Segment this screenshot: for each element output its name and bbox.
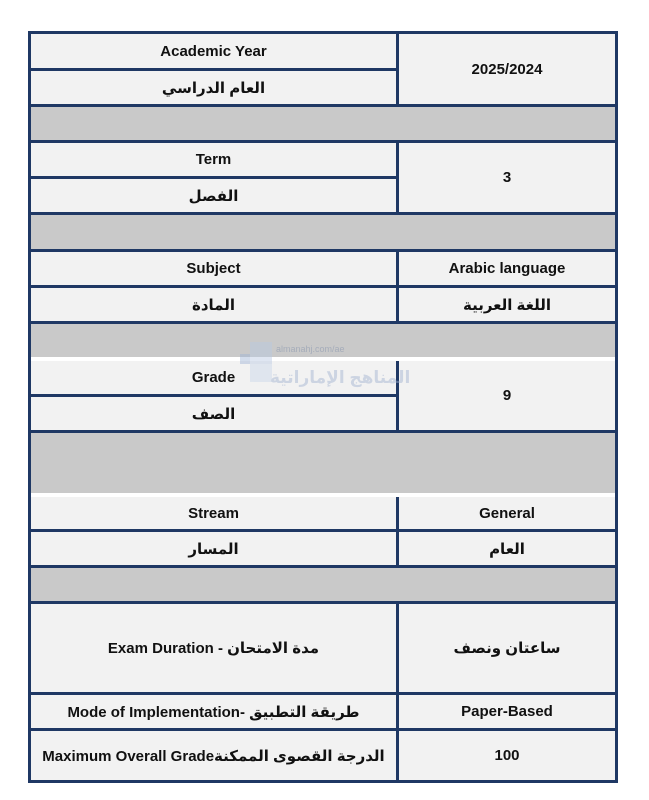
max-grade-value: 100 xyxy=(399,731,615,780)
academic-year-label-ar: العام الدراسي xyxy=(31,71,399,107)
stream-label-en: Stream xyxy=(31,497,399,532)
academic-year-value: 2025/2024 xyxy=(399,34,615,107)
watermark-name: المناهج الإماراتية xyxy=(270,368,411,387)
stream-value-ar: العام xyxy=(399,532,615,568)
stream-label-ar: المسار xyxy=(31,532,399,568)
grade-value: 9 xyxy=(399,361,615,433)
mode-label: Mode of Implementation- طريقة التطبيق xyxy=(31,695,399,731)
grade-label-ar: الصف xyxy=(31,397,399,433)
term-value: 3 xyxy=(399,143,615,215)
exam-duration-label: Exam Duration - مدة الامتحان xyxy=(31,604,399,695)
term-label-ar: الفصل xyxy=(31,179,399,215)
stream-value-en: General xyxy=(399,497,615,532)
separator-row xyxy=(31,568,615,604)
separator-row xyxy=(31,433,615,497)
watermark-url: almanahj.com/ae xyxy=(276,344,345,354)
separator-row xyxy=(31,107,615,143)
max-grade-label: Maximum Overall Gradeالدرجة القصوى الممكنة xyxy=(31,731,399,780)
term-label-en: Term xyxy=(31,143,399,179)
grade-label-en: Grade xyxy=(31,361,399,397)
exam-info-table xyxy=(28,31,618,783)
subject-value-en: Arabic language xyxy=(399,252,615,288)
exam-duration-value: ساعتان ونصف xyxy=(399,604,615,695)
subject-value-ar: اللغة العربية xyxy=(399,288,615,324)
subject-label-ar: المادة xyxy=(31,288,399,324)
separator-row xyxy=(31,324,615,361)
subject-label-en: Subject xyxy=(31,252,399,288)
separator-row xyxy=(31,215,615,252)
academic-year-label-en: Academic Year xyxy=(31,34,399,71)
mode-value: Paper-Based xyxy=(399,695,615,731)
